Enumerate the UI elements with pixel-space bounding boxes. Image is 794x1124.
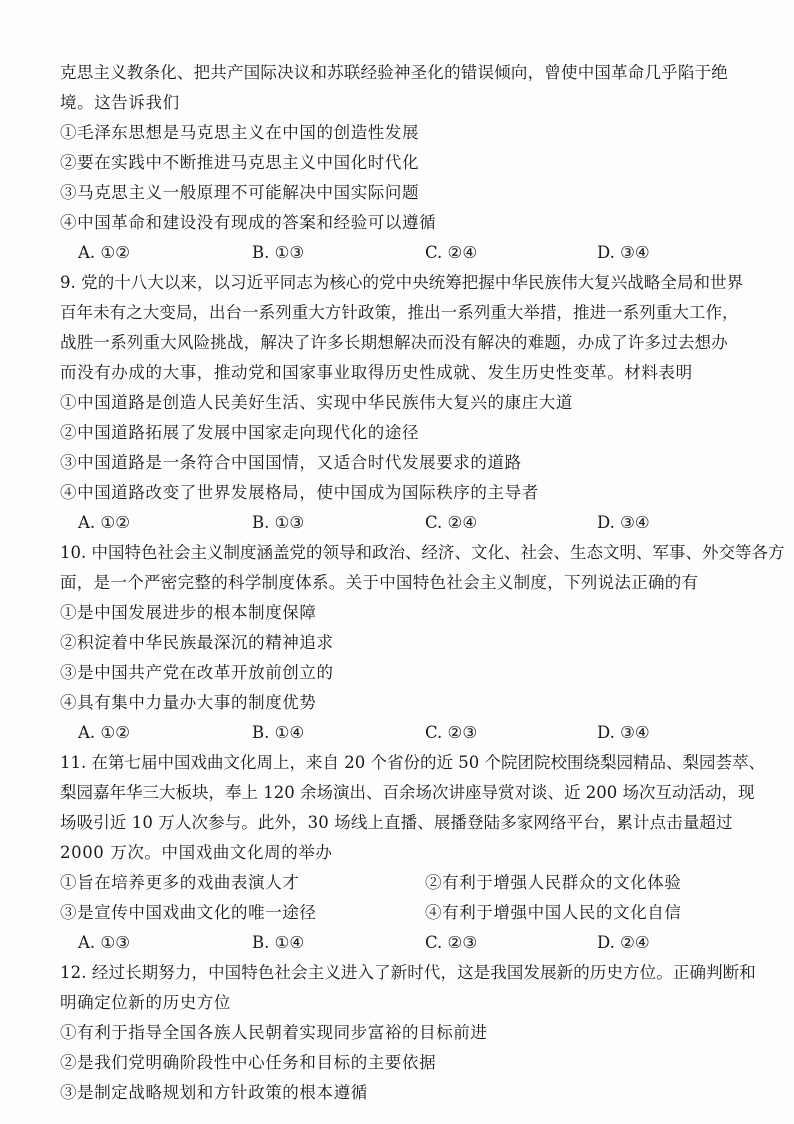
q9-option-a: A. ①②: [78, 513, 130, 532]
q8-stem-line-1: 克思主义教条化、把共产国际决议和苏联经验神圣化的错误倾向，曾使中国革命几乎陷于绝: [60, 63, 728, 82]
q10-option-d: D. ③④: [597, 723, 650, 742]
q11-item-1: ①旨在培养更多的戏曲表演人才: [60, 873, 300, 892]
q12-item-2: ②是我们党明确阶段性中心任务和目标的主要依据: [60, 1053, 437, 1072]
q11-option-d: D. ②④: [597, 933, 650, 952]
q11-stem-line-2: 梨园嘉年华三大板块，奉上 120 余场演出、百余场次讲座导赏对谈、近 200 场次互动活动，现: [60, 783, 755, 802]
q8-item-4: ④中国革命和建设没有现成的答案和经验可以遵循: [60, 213, 437, 232]
q9-item-1: ①中国道路是创造人民美好生活、实现中华民族伟大复兴的康庄大道: [60, 393, 573, 412]
q11-item-2: ②有利于增强人民群众的文化体验: [425, 873, 682, 892]
q11-stem-line-4: 2000 万次。中国戏曲文化周的举办: [60, 843, 333, 862]
q11-option-a: A. ①③: [78, 933, 130, 952]
q9-item-2: ②中国道路拓展了发展中国家走向现代化的途径: [60, 423, 420, 442]
q10-item-1: ①是中国发展进步的根本制度保障: [60, 603, 317, 622]
q11-item-4: ④有利于增强中国人民的文化自信: [425, 903, 682, 922]
q8-item-1: ①毛泽东思想是马克思主义在中国的创造性发展: [60, 123, 420, 142]
q10-option-a: A. ①②: [78, 723, 130, 742]
q9-option-d: D. ③④: [597, 513, 650, 532]
q11-option-b: B. ①④: [252, 933, 305, 952]
q9-stem-line-2: 百年未有之大变局，出台一系列重大方针政策，推出一系列重大举措，推进一系列重大工作，: [60, 303, 739, 322]
q12-stem-line-1: 12. 经过长期努力，中国特色社会主义进入了新时代，这是我国发展新的历史方位。正确判断和: [60, 963, 756, 982]
q10-option-b: B. ①④: [252, 723, 305, 742]
q9-option-b: B. ①③: [252, 513, 305, 532]
q8-option-d: D. ③④: [597, 243, 650, 262]
q10-item-3: ③是中国共产党在改革开放前创立的: [60, 663, 334, 682]
q11-stem-line-1: 11. 在第七届中国戏曲文化周上，来自 20 个省份的近 50 个院团院校围绕梨园精品、梨园荟萃、: [60, 753, 765, 772]
q10-item-2: ②积淀着中华民族最深沉的精神追求: [60, 633, 334, 652]
q11-option-c: C. ②③: [425, 933, 478, 952]
q8-option-a: A. ①②: [78, 243, 130, 262]
q8-item-3: ③马克思主义一般原理不可能解决中国实际问题: [60, 183, 420, 202]
q9-stem-line-3: 战胜一系列重大风险挑战，解决了许多长期想解决而没有解决的难题，办成了许多过去想办: [60, 333, 728, 352]
q12-item-1: ①有利于指导全国各族人民朝着实现同步富裕的目标前进: [60, 1023, 488, 1042]
q10-option-c: C. ②③: [425, 723, 478, 742]
q8-option-b: B. ①③: [252, 243, 305, 262]
q10-stem-line-2: 面，是一个严密完整的科学制度体系。关于中国特色社会主义制度，下列说法正确的有: [60, 573, 699, 592]
q12-item-3: ③是制定战略规划和方针政策的根本遵循: [60, 1083, 368, 1102]
q9-item-3: ③中国道路是一条符合中国国情，又适合时代发展要求的道路: [60, 453, 522, 472]
q11-stem-line-3: 场吸引近 10 万人次参与。此外，30 场线上直播、展播登陆多家网络平台，累计点击量超过: [60, 813, 733, 832]
q10-stem-line-1: 10. 中国特色社会主义制度涵盖党的领导和政治、经济、文化、社会、生态文明、军事、外交等各方: [60, 543, 785, 562]
q9-stem-line-4: 而没有办成的大事，推动党和国家事业取得历史性成就、发生历史性变革。材料表明: [60, 363, 693, 382]
q8-option-c: C. ②④: [425, 243, 478, 262]
q9-item-4: ④中国道路改变了世界发展格局，使中国成为国际秩序的主导者: [60, 483, 539, 502]
q12-stem-line-2: 明确定位新的历史方位: [60, 993, 231, 1012]
q10-item-4: ④具有集中力量办大事的制度优势: [60, 693, 317, 712]
q11-item-3: ③是宣传中国戏曲文化的唯一途径: [60, 903, 317, 922]
q8-stem-line-2: 境。这告诉我们: [60, 93, 180, 112]
q9-stem-line-1: 9. 党的十八大以来，以习近平同志为核心的党中央统筹把握中华民族伟大复兴战略全局和世界: [60, 273, 744, 292]
q8-item-2: ②要在实践中不断推进马克思主义中国化时代化: [60, 153, 420, 172]
q9-option-c: C. ②④: [425, 513, 478, 532]
